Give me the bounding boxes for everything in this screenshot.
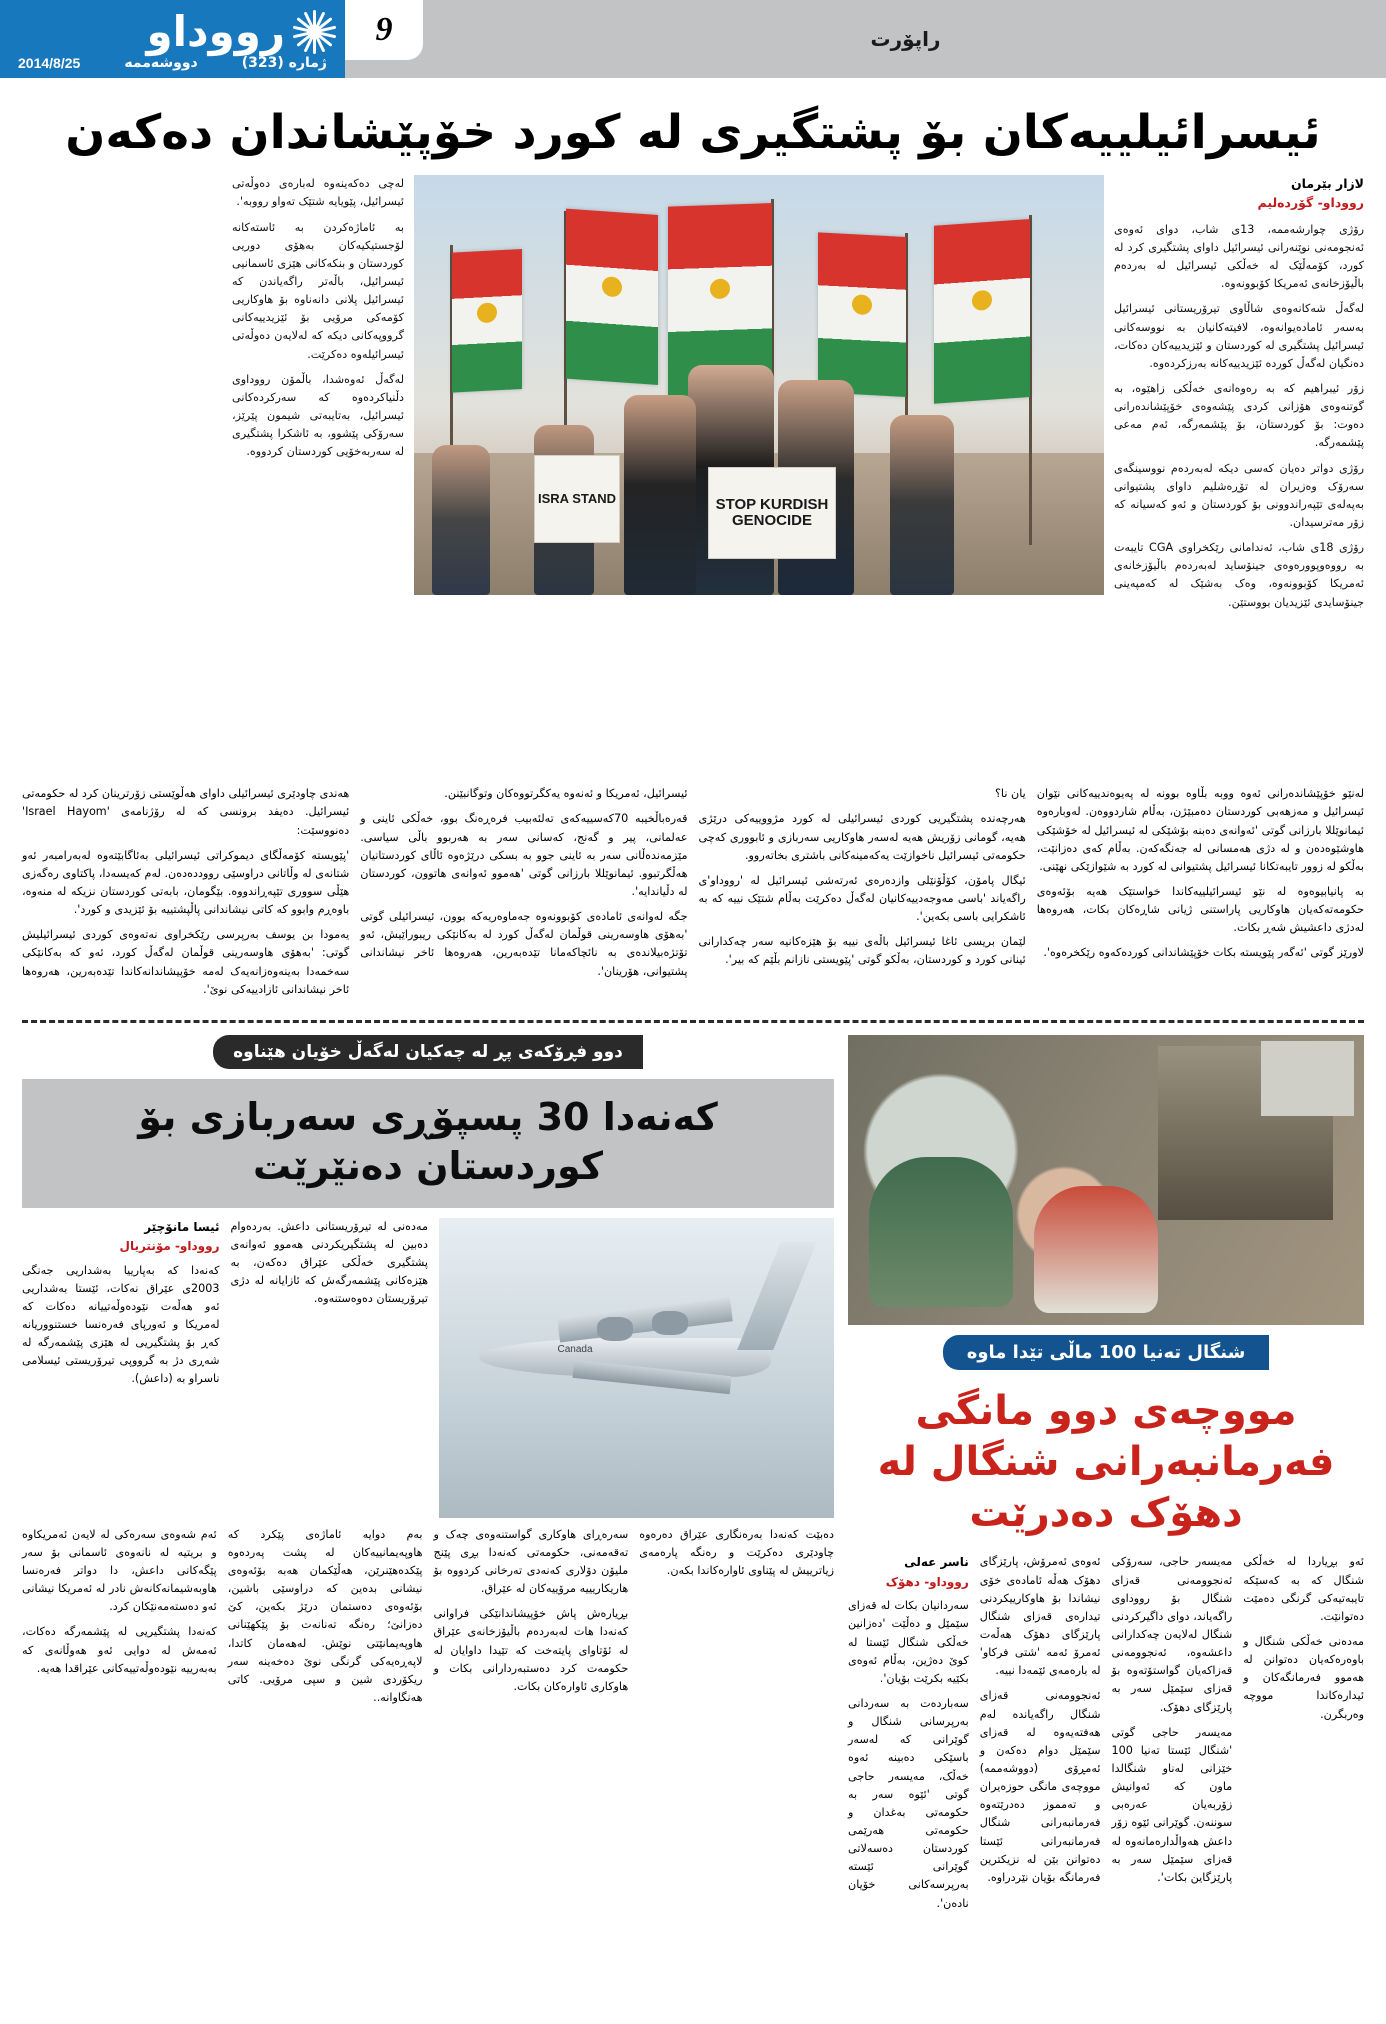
shingal-article [848,1035,1364,1920]
canada-bottom-columns [22,1526,834,1714]
shingal-col-2: ئەوەی ئەمرۆش، پارێزگای دهۆک هەڵە ئامادەی خۆی نیشاندا بۆ هاوکارییکردنی تیدارەی قەزای شنگال پارێزگای دهۆک هەڵەت ئەمرۆ ئەمە 'شتی فرکاو' لە بارەمەی ئێمەدا نییە. ئەنجوومەنی قەزای شنگال راگەیاندە لەم هەفتەیەوە لە قەزای سێمێل دوام دەکەن و ئەمڕۆی (دووشەممە) مووچەی مانگی حوزەیران و تەمموز دەدرێتەوە فەرمانبەرانی شنگال فەرمانبەرانی ئێستا دەتوانن بێن لە نزیکترین فەرمانگە بۆیان نێردراوە. [979,1555,1101,1884]
issue-number: ژماره (323) [241,55,327,71]
shingal-col-4: ئەو بڕیاردا لە خەڵکی شنگال کە بە کەسێکە تایبەتیەکی گرنگی دەمێت دەتوانێت. مەدەنی خەڵکی شنگال و باوەرەکەیان دەتوانن لە هەموو فەرمانگەکان و ئیدارەکاندا مووچە وەربگرن. [1243,1555,1364,1721]
shingal-col-1: ناسر عەلی رووداو- دهۆک سەردانیان بکات لە قەزای سێمێل و دەڵێت 'دەزانین خەڵکی شنگال ئێستا لە کوێ دەژین، بەڵام ئەوەی بکێیە بکرێت بۆیان'. سەباردەت بە سەردانی بەرپرسانی شنگال و گوێرانی کە لەسەر باسێکی دەبینە ئەوە خەڵک، مەیسەر حاجی گوتی 'ئێوە سەر بە حکومەتی بەغدان و حکومەتی هەرێمی کوردستان دەسەلاتی گوێرانی ئێستە بەرپرسەکانی خۆیان نادەن'. [848,1555,969,1910]
main-col-left-text: لەچی دەکەینەوە لەبارەی دەوڵەتی ئیسرائیل، پێویایە شتێک تەواو رووبە'. بە ئاماژەکردن بە ئاستەکانە لۆجستیکیەکان بەهۆی دوریی کوردستان و بنکەکانی هێزی ئاسمانیی ئیسرائیل، باڵەتر راگەیاندن کە ئیسرائیل پلانی دانەناوە بۆ هاوکاریی کۆمەکی مرۆیی بۆ ئێزیدییەکانی گرووپەکانی دیکە کە لەلایەن دەوڵەتی ئیسرائیلەوە دەکرێت. لەگەڵ ئەوەشدا، باڵمۆن رووداوی دڵنیاکردەوە کە سەرکردەکانی ئیسرائیل، بەتایبەتی شیمون پێرێز، سەرۆکی پێشوو، بە ئاشکرا پشتگیری لە سەربەخۆیی کوردستان کردووە. [232,177,404,459]
canada-headline: کەنەدا 30 پسپۆڕی سەربازی بۆ کوردستان دەنێرێت [138,1094,718,1189]
main-lower-col-2: ئیسرائیل، ئەمریکا و ئەنەوە یەکگرتووەکان وتوگانبێنن. قەرەباڵخیبە 70کەسییەکەی تەلئەبیب فرەڕەنگ بوو، خەڵکی ئاینی و عەلمانی، پیر و گەنج، کەسانی سەر بە هەربوو باڵی سیاسی. مێزمەندەڵانی سەر بە ئاینی جوو بە بسکی درێژەوە ئاڵای کوردستانیان هەڵگرتبوو. ئیمانوێللا بارزانی گوتی 'هەموو ئەوانەی هاتوون، کوردستان لە دڵیاندایە'. جگە لەوانەی ئامادەی کۆبوونەوە جەماوەریەکە بوون، ئیسرائیلی گوتی 'بەهۆی هاوسەرینی قوڵمان لەگەڵ کورد لە بەکانێکی ریبوراێیش، ئەو تۆتژەبیلاندەی بە نائچاکەمانا تێدەبەرین، هەروەها ئاخر نیشاندانی پشتیوانی، هۆرینان'. [360,787,688,978]
logo-wordmark: رووداو [146,7,285,56]
page-number-box [345,0,423,60]
weekday-label: دووشەممە [124,55,198,71]
kurdistan-flag [452,249,522,393]
rudaw-logo [147,4,335,60]
byline-paper: رووداو- گۆردەلیم [1257,195,1364,211]
section-divider [22,1020,1364,1023]
canada-headline-panel [22,1079,834,1208]
byline [1114,175,1364,213]
main-col-right-text: رۆژی چوارشەممە، 13ی شاب، دوای ئەوەی ئەنجومەنی نوێنەرانی ئیسرائیل داوای پشتگیری کرد لە کورد، کۆمەڵێک لە خەڵکی ئیسرائیل لە بەردەم باڵیۆزخانەی ئەمریکا کۆبوونەوە. لەگەڵ شەکانەوەی شاڵاوی تیرۆریستانی ئیسرائیل بەسەر ئامادەیوانەوە، لافیتەکانیان بە نووسەکانی ئیسرائیل پشتگیری لە کوردستان و ئێزیدییەکان دەکات، دەنگیان لەگەڵ کوردە ئێزیدییەکانە بەرزکردەوە. زۆر ئیبراهیم کە بە رەوەانەی خەڵکی زاهێوە، بە گوتنەوەی هۆزانی کردی پێشەوەی خۆپێشاندەرانی دەوت: بۆ کوردستان، بۆ پێشمەرگە، ئەم مەعی پێشمەرگە. رۆژی دواتر دەیان کەسی دیکە لەبەردەم نووسینگەی سەرۆک وەزیران لە تۆڕەشلیم داوای پشتیوانی بەپەلەی تێپەراندوونی بۆ کوردستان و ئەو کەسیانە کە زۆر مەترسیدان. رۆژی 18ی شاب، ئەندامانی رێکخراوی CGA تایبەت بە رووەوپوورەوەی جینۆساید لەبەردەم باڵیۆزخانەی ئەمریکا کۆبوونەوە، وەک بەشێک لە کەمپەینی جینۆسایدی ئێزیدیان بووستێن. [1114,222,1364,609]
canada-col-4: بەم دوایە ئاماژەی پێکرد کە هاوپەیمانییەکان لە پشت پەردەوە پێکدەهێنرێن، هەڵێکمان هەبە بۆئەوەی نیشانی بدەین کە دراوسێی باشین، بۆئەوەی دەستمان درێژ بکەین، کێ دەزانێ؛ رەنگە تەنانەت بۆ پێکهێنانی هاوپەیمانێتی نوێش. لەهەمان کاتدا، لاپەڕەیەکی گرنگی نوێ دەخەینە سەر ریکۆردی شین و سپی مرۆیی. کاتی هەنگاوانە.. [227,1527,423,1704]
masthead-section-bar [345,0,1386,78]
shingal-kicker: شنگال تەنیا 100 ماڵی تێدا ماوە [943,1335,1270,1370]
main-headline: ئیسرائیلییەکان بۆ پشتگیری لە کورد خۆپێشاندان دەکەن [65,105,1321,160]
masthead [0,0,1386,78]
section-title: راپۆرت [870,27,941,51]
protest-sign: STOP KURDISH GENOCIDE [708,467,836,559]
shingal-col-3: مەیسەر حاجی، سەرۆکی ئەنجوومەنی قەزای شنگال بۆ رووداوی راگەیاند، دوای داگیرکردنی شنگال لەلایەن چەکدارانی داعشەوە، ئەنجوومەنی قەزاکەیان گواستۆتەوە بۆ قەزای سێمێل سەر بە پارێزگای دهۆک. مەیسەر حاجی گوتی 'شنگال ئێستا تەنیا 100 خێزانی لەناو شنگالدا ماون کە ئەوانیش زۆربەیان عەرەبی سوننەن. گوێرانی ئێوە زۆر داعش هەواڵدارەمانەوە لە قەزای سێمێل سەر بە پارێزگاین بکات'. [1111,1555,1233,1884]
military-cargo-plane-photo: Canada [439,1218,834,1518]
main-lower-col-3: یان نا؟ هەرچەندە پشتگیریی کوردی ئیسرائیلی لە کورد مژووییەکی درێژی هەیە، گومانی زۆریش هەیە لەسەر هاوکاریی سەربازی و ئابووری کەچی حکومەتی ئیسرائیل ناخوازێت یەکەمینەکانی باشتری بخاتەروو. ئیگال پامۆن، کۆڵۆنێلی وازدەرەی ئەرتەشی ئیسرائیل لە 'رووداو'ی راگەیاند 'باسی مەوجەدییەکانیان لەگەڵ دەکرێت بەڵام شتێک نییە کە بە ئاشکرایی باسی بکەین'. لێمان بریسی ئاغا ئیسرائیل باڵەی نییە بۆ هێزەکانیە سەر چەکدارانی ئینانی کورد و کوردستان، بەڵکو گوتی 'پێویستی نازانم بڵێم کە بیر'. [698,787,1026,967]
canada-col-6: دەبێت کەنەدا بەرەنگاری عێراق دەرەوە چاودێری دەکرێت و رەنگە پارەمەی زیاترییش لە پێناوی ئاوارەکاندا بکەن. [639,1527,834,1577]
main-article [22,175,1364,775]
canada-byline-author: ئیسا مانۆچێر [144,1219,220,1234]
canada-top-columns [22,1218,834,1518]
shingal-headline: مووچەی دوو مانگی فەرمانبەرانی شنگال لە دهۆک دەدرێت [877,1387,1335,1537]
canada-col-1: ئیسا مانۆچێر رووداو- مۆنتریال کەنەدا کە بەپارییا بەشداریی جەنگی 2003ی عێراق نەکات، ئێستا بەشداریی ئەو هەڵەت نێودەوڵەتییانە دەکات کە لەمریکا و ئەورپای فەرەنسا خستنووریانە کەڕ بۆ پشتگیریی لە هێزی پێشمەرگە لە شەڕی دژ بە گرووپی تیرۆریستی ئیسلامی ناسراو بە (داعش). [22,1219,220,1386]
main-article-left-column [232,175,404,775]
canada-col-5: سەرەڕای هاوکاری گواستنەوەی چەک و تەقەمەنی، حکومەتی کەنەدا بڕی پێنج ملیۆن دۆلاری کەنەدی تەرخانی کردووە بۆ هاریکاریییە مرۆییەکان لە عێراق. بڕیارەش پاش خۆپیشاندانێکی فراوانی کەنەدا هات لەبەردەم باڵیۆزخانەی عێراق لە ئۆتاوای پایتەخت کە تێیدا داوایان لە حکومەت کرد دەستبەردارانی بکات و هاوکاری ئاوارەکان بکات. [433,1527,629,1693]
masthead-brand-block [0,0,345,78]
canada-kicker: دوو فڕۆکەی پڕ لە چەکیان لەگەڵ خۆیان هێناوە [213,1035,643,1069]
issue-date-row [14,55,331,71]
main-lower-col-1: هەندی چاودێری ئیسرائیلی داوای هەڵوێستی زۆرترینان کرد لە حکومەتی ئیسرائیل. دەیفد برونسی کە لە رۆژنامەی 'Israel Hayom' دەنووسێت: 'پێویستە کۆمەڵگای دیموکراتی ئیسرائیلی بەئاگابێتەوە لەبەرامبەر ئەو شتانەی لە وڵاتانی دراوسێی رووددەدەن. لەم کەیسەدا، پاکتاوی رەگەزی هێڵی سووری تێپەڕاندووە. بێگومان، بابەتی کوردستان نزیکە لە منەوە، باوەڕم وابوو کە کاتی نیشاندانی پاڵپشتییە بۆ ئێزیدی و کورد'. یەمودا بن یوسف بەرپرسی رێکخراوی نەتەوەی کوردی ئیسرائیلیش گوتی: 'بەهۆی هاوسەرینی قوڵمان لەگەڵ کورد، ئەو کە بەکانێکی سەخمەدا بەینەوەزانەیەک لەمە خۆپیشاندانەکاندا تێدەبەرین، هەروەها ئاخر نیشاندانی ئازادییەکی نوێ'. [22,787,350,996]
kurdistan-flag [934,219,1030,404]
shingal-refugees-photo [848,1035,1364,1325]
canada-col-3: ئەم شەوەی سەرەکی لە لایەن ئەمریکاوە و بریتیە لە نانەوەی ئاسمانی بۆ سەر پێگەکانی داعش، دا دواتر فەرەنسا هاوبەشیمانەکانەش نادر لە ئەمریکا نیشانی ئەو دەستەمەنێکان کرد. کەنەدا پشتگیریی لە پێشمەرگە دەکات، ئەمەش لە دوایی ئەو هەوڵانەی کە بەبەرییە نێودەوڵەتییەکانی عێراقدا هەیە. [22,1527,217,1675]
main-article-right-column [1114,175,1364,775]
byline-author: لازار بێرمان [1290,176,1364,192]
shingal-byline-author: ناسر عەلی [904,1555,969,1570]
shingal-byline-paper: رووداو- دهۆک [885,1574,969,1589]
canada-byline [22,1218,220,1257]
sunburst-icon [285,4,341,60]
kurdistan-flag [566,209,658,385]
main-article-lower-columns [22,785,1364,1006]
shingal-byline [848,1553,969,1592]
canada-col-2: مەدەنی لە تیرۆریستانی داعش. بەردەوام دەبین لە پشتگیریکردنی هەموو ئەوانەی پشتگیری خەڵکی عێراق دەکەن، بە هێزەکانی پێشمەرگەش کە ئازایانە لە دژی تیرۆریستان دەوەستنەوە. [230,1219,428,1306]
issue-date: 2014/8/25 [18,55,81,71]
kurdistan-flag [818,233,906,398]
protest-sign: ISRA STAND [534,455,620,543]
protest-photo [414,175,1104,595]
page-number: 9 [375,11,393,48]
bottom-section [22,1035,1364,1920]
canada-article [22,1035,834,1920]
main-lower-col-4: لەنێو خۆپێشاندەرانی ئەوە ووبە بڵاوە بوونە لە پەیوەندییەکانی نێوان ئیسرائیل و مەزهەبی کوردستان دەمبێژن، بەڵام شاردووەن. لەوبارەوە ئیمانوێللا بارزانی گوتی 'ئەوانەی دەبنە بۆشێکی لە ئیسرائیل لە خۆشێکی هاوشێوەدەن و لە دژی هەمسانی لە جەنگەکەن. بەڵام کەی دەزانێت، بەڵکو لە زوور تایبەتکانا ئیسرائیل پشتیوانی لە کورد بە شێوازێکی نهێنی. بە پانیابیوەوە لە نێو ئیسرائیلییەکاندا خواستێک هەیە بۆئەوەی حکومەتەکەیان هاوکاریی پاراستنی ژیانی شاڕەکان بکات، هەروەها لەدژی داعشیش شەڕ بکات. لاورێز گوتی 'ئەگەر پێویستە بکات خۆپێشاندانی کوردەکەوە رێکخرەوە'. [1036,787,1364,960]
shingal-columns [848,1553,1364,1919]
canada-byline-paper: رووداو- مۆنتریال [119,1239,220,1254]
